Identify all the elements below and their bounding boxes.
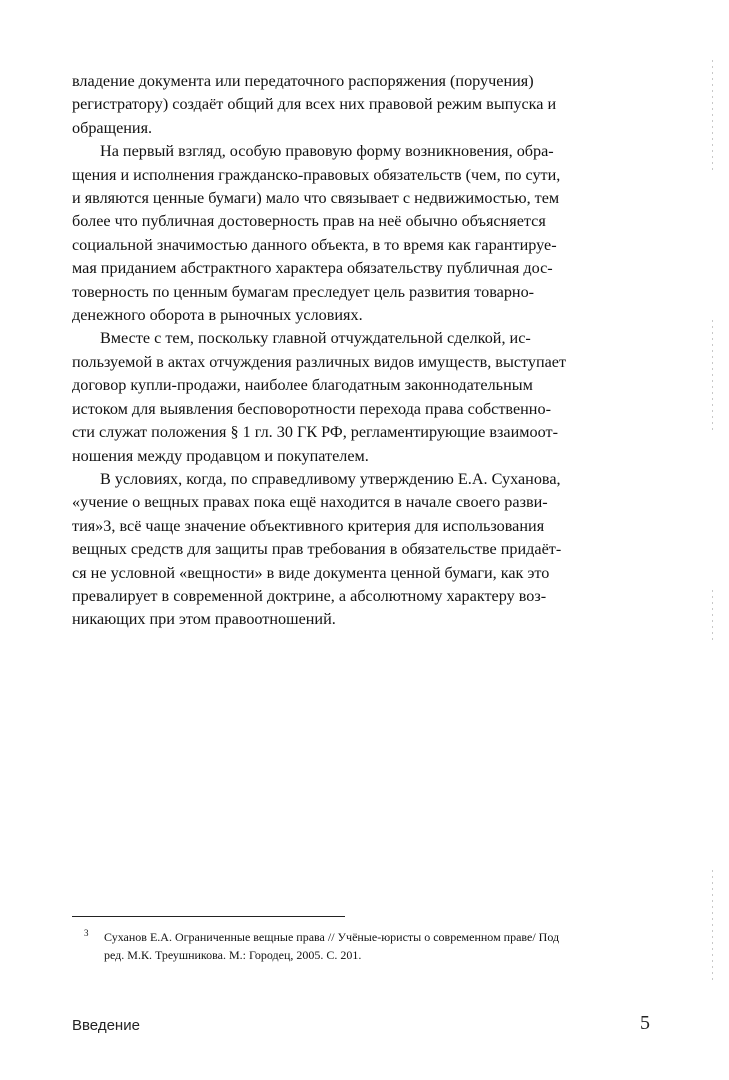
text-line: щения и исполнения гражданско-правовых обязательств (чем, по сути, xyxy=(72,165,561,184)
text-line: договор купли-продажи, наиболее благодатным законнодательным xyxy=(72,376,533,395)
text-line: денежного оборота в рыночных условиях. xyxy=(72,306,363,325)
text-line: ношения между продавцом и покупателем. xyxy=(72,446,369,465)
footnote-line: Суханов Е.А. Ограниченные вещные права // Учёные-юристы о современном праве/ Под xyxy=(104,930,560,944)
text-line: владение документа или передаточного распоряжения (поручения) xyxy=(72,72,534,90)
text-line: мая приданием абстрактного характера обязательству публичная дос- xyxy=(72,259,553,278)
scan-artifact xyxy=(712,60,713,170)
text-line: социальной значимостью данного объекта, в то время как гарантируе- xyxy=(72,235,557,254)
text-line: тия»3, всё чаще значение объективного критерия для использования xyxy=(72,516,545,535)
footnote xyxy=(84,928,652,964)
text-line: сти служат положения § 1 гл. 30 ГК РФ, регламентирующие взаимоот- xyxy=(72,423,558,442)
text-line: вещных средств для защиты прав требования в обязательстве придаёт- xyxy=(72,540,562,559)
body-text xyxy=(72,70,652,632)
footer-section-title: Введение xyxy=(72,1017,140,1034)
text-line: регистратору) создаёт общий для всех них правовой режим выпуска и xyxy=(72,95,557,114)
text-line: В условиях, когда, по справедливому утверждению Е.А. Суханова, xyxy=(100,469,561,488)
text-line: пользуемой в актах отчуждения различных видов имуществ, выступает xyxy=(72,352,567,371)
text-line: истоком для выявления бесповоротности перехода права собственно- xyxy=(72,399,551,418)
footnote-mark: 3 xyxy=(84,928,89,938)
scan-artifact xyxy=(712,320,713,430)
page-number: 5 xyxy=(640,1012,650,1034)
paragraph-4 xyxy=(72,468,652,632)
scan-artifact xyxy=(712,590,713,640)
paragraph-2 xyxy=(72,140,652,327)
text-line: Вместе с тем, поскольку главной отчуждательной сделкой, ис- xyxy=(100,329,531,348)
paragraph-3 xyxy=(72,327,652,467)
text-line: «учение о вещных правах пока ещё находится в начале своего разви- xyxy=(72,493,548,512)
text-line: товерность по ценным бумагам преследует цель развития товарно- xyxy=(72,282,535,301)
text-line: обращения. xyxy=(72,118,153,137)
text-line: и являются ценные бумаги) мало что связывает с недвижимостью, тем xyxy=(72,189,560,208)
text-line: ся не условной «вещности» в виде документа ценной бумаги, как это xyxy=(72,563,550,582)
text-line: более что публичная достоверность прав на неё обычно объясняется xyxy=(72,212,546,231)
paragraph-1 xyxy=(72,70,652,140)
text-line: На первый взгляд, особую правовую форму возникновения, обра- xyxy=(100,142,554,161)
footnote-line: ред. М.К. Треушникова. М.: Городец, 2005. С. 201. xyxy=(104,948,362,962)
text-line: превалирует в современной доктрине, а абсолютному характеру воз- xyxy=(72,586,547,605)
scan-artifact xyxy=(712,870,713,980)
footnote-separator xyxy=(72,916,345,917)
text-line: никающих при этом правоотношений. xyxy=(72,610,336,629)
